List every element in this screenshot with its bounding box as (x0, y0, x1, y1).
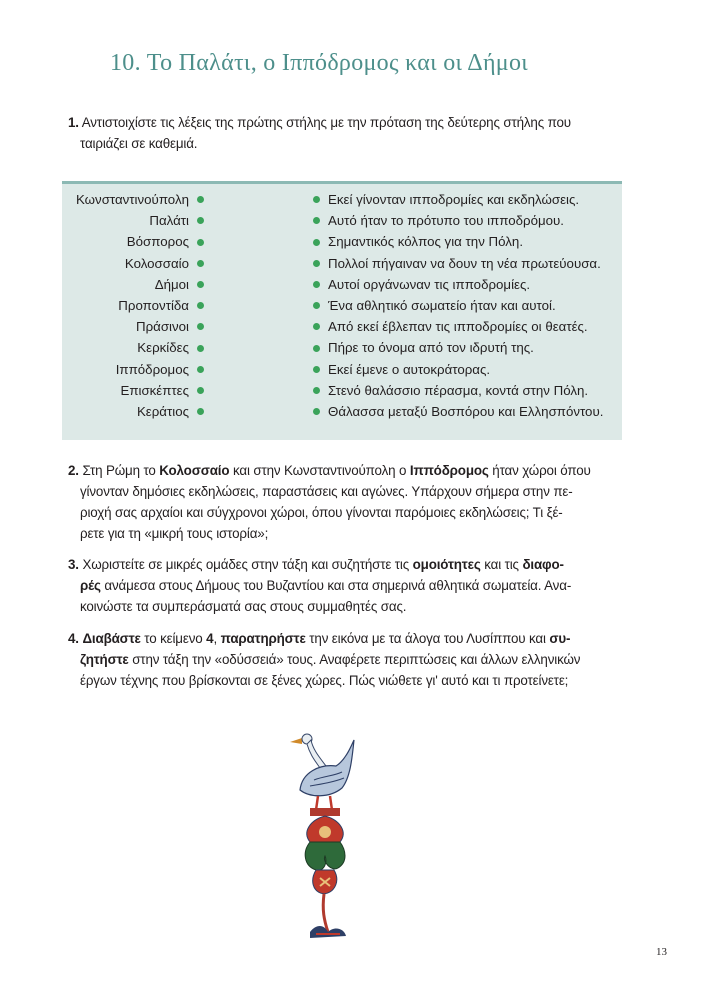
match-left-item (58, 380, 204, 401)
matching-left-column (58, 189, 204, 422)
match-right-item (313, 316, 633, 337)
match-term: Πράσινοι (135, 319, 189, 335)
bullet-dot-icon[interactable] (313, 387, 320, 394)
question-text-cont: ρετε για τη «μικρή τους ιστορία»; (80, 526, 269, 541)
match-left-item (58, 359, 204, 380)
question-text: Αντιστοιχίστε τις λέξεις της πρώτης στήλης με την πρόταση της δεύτερης στήλης που (81, 115, 571, 130)
match-left-item (58, 337, 204, 358)
match-right-item (313, 401, 633, 422)
match-term: Δήμοι (154, 276, 189, 292)
bullet-dot-icon[interactable] (197, 260, 204, 267)
bullet-dot-icon[interactable] (313, 217, 320, 224)
bold-term: παρατηρήστε (220, 631, 306, 646)
match-term: Παλάτι (149, 213, 189, 229)
bullet-dot-icon[interactable] (197, 239, 204, 246)
bullet-dot-icon[interactable] (197, 345, 204, 352)
match-term: Επισκέπτες (120, 382, 189, 398)
match-right-item (313, 359, 633, 380)
matching-right-column (313, 189, 633, 422)
bullet-dot-icon[interactable] (313, 281, 320, 288)
question-text-cont: έργων τέχνης που βρίσκονται σε ξένες χώρες. Πώς νιώθετε γι' αυτό και τι προτείνετε; (80, 673, 569, 688)
match-term: Ιππόδρομος (115, 361, 189, 377)
bullet-dot-icon[interactable] (197, 217, 204, 224)
match-sentence: Εκεί γίνονταν ιπποδρομίες και εκδηλώσεις. (328, 192, 580, 207)
bold-term: 4 (206, 631, 214, 646)
match-left-item (58, 253, 204, 274)
bullet-dot-icon[interactable] (313, 345, 320, 352)
match-right-item (313, 337, 633, 358)
question-number: 2. (68, 463, 79, 478)
bullet-dot-icon[interactable] (313, 260, 320, 267)
match-right-item (313, 189, 633, 210)
text-run: στην τάξη την «οδύσσειά» τους. Αναφέρετε περιπτώσεις και άλλων ελληνικών (128, 652, 581, 667)
question-3 (68, 554, 628, 617)
text-run: το κείμενο (140, 631, 207, 646)
text-run: ήταν χώροι όπου (488, 463, 591, 478)
match-right-item (313, 295, 633, 316)
match-left-item (58, 316, 204, 337)
bullet-dot-icon[interactable] (197, 281, 204, 288)
match-sentence: Αυτό ήταν το πρότυπο του ιπποδρόμου. (328, 213, 564, 229)
question-number: 3. (68, 557, 79, 572)
bullet-dot-icon[interactable] (197, 302, 204, 309)
match-sentence: Πολλοί πήγαιναν να δουν τη νέα πρωτεύουσα. (328, 255, 601, 271)
question-2 (68, 460, 628, 544)
bullet-dot-icon[interactable] (313, 323, 320, 330)
text-run: , (213, 631, 221, 646)
bullet-dot-icon[interactable] (197, 408, 204, 415)
question-number: 1. (68, 115, 79, 130)
question-text-cont: ταιριάζει σε καθεμιά. (80, 136, 198, 151)
question-text-cont: ριοχή σας αρχαίοι και σύγχρονοι χώροι, όπου γίνονται παρόμοιες εκδηλώσεις; Τι ξέ- (80, 505, 563, 520)
match-right-item (313, 380, 633, 401)
match-left-item (58, 274, 204, 295)
bold-term: διαφο- (522, 557, 564, 572)
match-left-item (58, 189, 204, 210)
bullet-dot-icon[interactable] (197, 366, 204, 373)
match-sentence: Ένα αθλητικό σωματείο ήταν και αυτοί. (328, 298, 556, 314)
match-left-item (58, 295, 204, 316)
bullet-dot-icon[interactable] (197, 387, 204, 394)
page-title: 10. Το Παλάτι, ο Ιππόδρομος και οι Δήμοι (110, 50, 529, 76)
bullet-dot-icon[interactable] (313, 239, 320, 246)
match-term: Βόσπορος (126, 234, 189, 250)
question-text-cont: γίνονταν δημόσιες εκδηλώσεις, παραστάσεις και αγώνες. Υπάρχουν σήμερα στην πε- (80, 484, 573, 499)
match-term: Προποντίδα (118, 298, 189, 314)
match-sentence: Στενό θαλάσσιο πέρασμα, κοντά στην Πόλη. (328, 382, 589, 398)
match-term: Κεράτιος (136, 404, 189, 420)
match-left-item (58, 210, 204, 231)
bold-term: ζητήστε (80, 652, 129, 667)
match-left-item (58, 401, 204, 422)
match-term: Κωνσταντινούπολη (75, 192, 189, 207)
match-right-item (313, 274, 633, 295)
question-text-cont: κοινώστε τα συμπεράσματά σας στους συμμαθητές σας. (80, 599, 407, 614)
text-run: και στην Κωνσταντινούπολη ο (229, 463, 410, 478)
match-right-item (313, 253, 633, 274)
match-sentence: Από εκεί έβλεπαν τις ιπποδρομίες οι θεατές. (328, 319, 588, 335)
match-sentence: Πήρε το όνομα από τον ιδρυτή της. (328, 340, 534, 356)
match-sentence: Αυτοί οργάνωναν τις ιπποδρομίες. (328, 276, 531, 292)
match-term: Κερκίδες (137, 340, 189, 356)
bullet-dot-icon[interactable] (313, 196, 320, 203)
match-sentence: Σημαντικός κόλπος για την Πόλη. (328, 234, 524, 250)
bold-term: Κολοσσαίο (159, 463, 230, 478)
bullet-dot-icon[interactable] (313, 408, 320, 415)
match-term: Κολοσσαίο (124, 255, 189, 271)
byzantine-bird-illustration (280, 720, 380, 950)
bullet-dot-icon[interactable] (313, 366, 320, 373)
match-left-item (58, 231, 204, 252)
match-right-item (313, 231, 633, 252)
bullet-dot-icon[interactable] (197, 196, 204, 203)
text-run: και τις (480, 557, 523, 572)
question-number: 4. (68, 631, 79, 646)
bullet-dot-icon[interactable] (313, 302, 320, 309)
question-1 (68, 112, 628, 154)
text-run: Χωριστείτε σε μικρές ομάδες στην τάξη και συζητήστε τις (82, 557, 413, 572)
bullet-dot-icon[interactable] (197, 323, 204, 330)
match-sentence: Εκεί έμενε ο αυτοκράτορας. (328, 361, 491, 377)
bold-term: ρές (80, 578, 101, 593)
question-4 (68, 628, 628, 691)
page-number: 13 (656, 946, 667, 958)
bold-term: Ιππόδρομος (409, 463, 489, 478)
bold-term: Διαβάστε (82, 631, 141, 646)
bold-term: ομοιότητες (412, 557, 481, 572)
match-right-item (313, 210, 633, 231)
text-run: την εικόνα με τα άλογα του Λυσίππου και (305, 631, 550, 646)
text-run: Στη Ρώμη το (82, 463, 160, 478)
bold-term: συ- (549, 631, 571, 646)
match-sentence: Θάλασσα μεταξύ Βοσπόρου και Ελλησπόντου. (328, 404, 604, 420)
text-run: ανάμεσα στους Δήμους του Βυζαντίου και στα σημερινά αθλητικά σωματεία. Ανα- (100, 578, 572, 593)
